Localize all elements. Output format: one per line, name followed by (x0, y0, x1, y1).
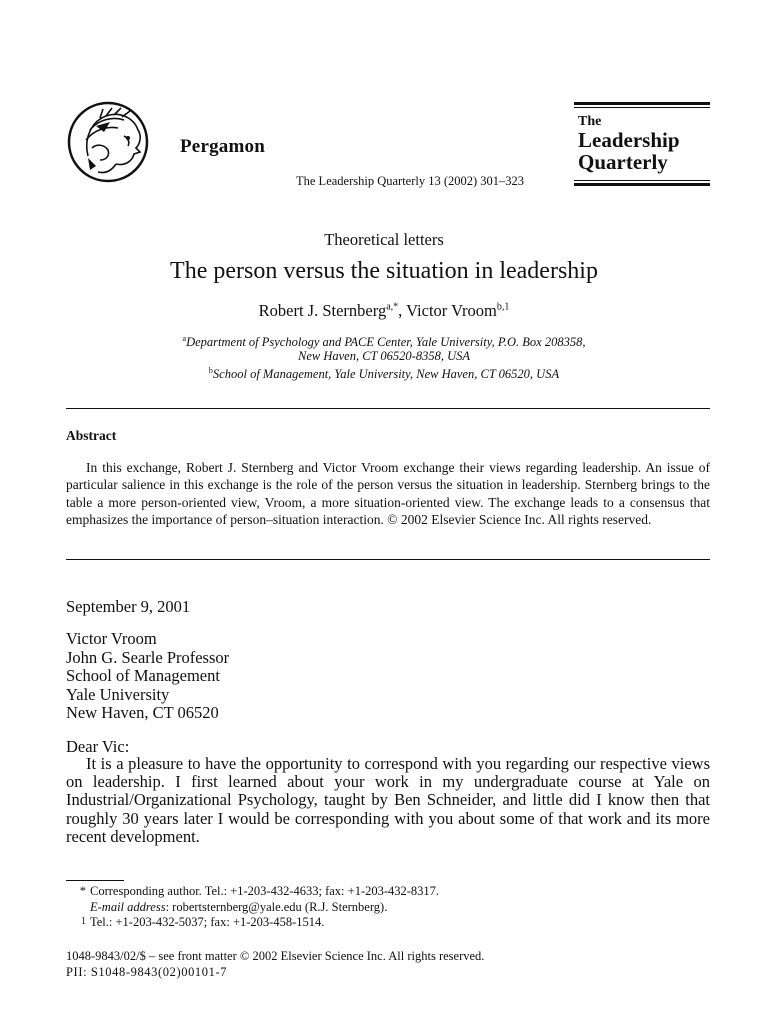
divider-bottom (66, 559, 710, 560)
affiliation-marker: a (182, 334, 187, 343)
address-line: School of Management (66, 666, 220, 685)
author-name: Victor Vroom (406, 301, 497, 320)
journal-logo (574, 102, 710, 188)
author-list: Robert J. Sternberg$^{a,*}$, Victor Vroom$^{b,1}$ (258, 301, 510, 320)
footnote-vroom (66, 915, 324, 930)
footnote-text: Corresponding author. Tel.: +1-203-432-4633; fax: +1-203-432-8317. (90, 884, 440, 898)
footnote-rule (66, 880, 124, 881)
footnote-text: : robertsternberg@yale.edu (R.J. Sternberg). (165, 900, 388, 914)
letter-date: September 9, 2001 (66, 597, 191, 616)
author-superscript: a,* (386, 301, 399, 313)
article-title: The person versus the situation in leadership (170, 258, 598, 284)
section-label: Theoretical letters (324, 230, 444, 249)
footnote-text: Tel.: +1-203-432-5037; fax: +1-203-458-1514. (90, 915, 325, 929)
affiliation-a-line2: New Haven, CT 06520-8358, USA (298, 349, 470, 363)
affiliation-marker: b (208, 366, 213, 375)
publisher-emblem-logo (66, 100, 176, 184)
address-line: Yale University (66, 684, 170, 704)
address-line: Victor Vroom (66, 629, 157, 648)
abstract-paragraph: In this exchange, Robert J. Sternberg and Victor Vroom exchange their views regarding leadership. An issue of particular salience in this exchange is the role of the person versus the situation in leadership. Sternberg brings to the table a more person-oriented view, Vroom, a more situation-oriented view. The exchange leads to a consensus that emphasizes the importance of person–situation interaction. © 2002 Elsevier Science Inc. All rights reserved. (66, 460, 710, 527)
address-line: New Haven, CT 06520 (66, 703, 219, 722)
abstract-heading: Abstract (66, 428, 117, 443)
journal-logo-the: The (578, 114, 602, 129)
address-line: John G. Searle Professor (66, 647, 230, 667)
footnote-mark: * (79, 884, 86, 898)
affiliation-a (0, 334, 768, 350)
pii-line: PII: S1048-9843(02)00101-7 (66, 965, 228, 979)
issn-line: 1048-9843/02/$ – see front matter © 2002 Elsevier Science Inc. All rights reserved. (66, 949, 485, 963)
letter-paragraph: It is a pleasure to have the opportunity to correspond with you regarding our respective views on leadership. I first learned about your work in my undergraduate course at Yale on Industrial/Organizational Psychology, taught by Ben Schneider, and little did I know then that roughly 30 years later I would be corresponding with you about some of that work and its more recent development. (66, 754, 710, 846)
publisher-name: Pergamon (180, 136, 265, 157)
author-superscript: b,1 (496, 301, 510, 313)
author-name: Robert J. Sternberg (258, 301, 387, 320)
recipient-address (66, 630, 229, 723)
affiliation-b (0, 366, 768, 382)
letter-salutation: Dear Vic: (66, 737, 130, 756)
footnote-label: E-mail address (90, 900, 166, 914)
journal-logo-quarterly: Quarterly (578, 150, 668, 174)
journal-citation: The Leadership Quarterly 13 (2002) 301–323 (296, 174, 525, 188)
footnote-email (66, 900, 387, 915)
abstract-body (66, 459, 710, 528)
logo-rule-top-thin (574, 107, 710, 108)
footnote-corresponding (66, 884, 439, 899)
logo-rule-top (574, 102, 710, 105)
letter-body (66, 755, 710, 846)
logo-rule-bottom (574, 183, 710, 186)
footnote-mark: 1 (81, 916, 86, 927)
affiliation-text: Department of Psychology and PACE Center, Yale University, P.O. Box 208358, (186, 335, 586, 350)
logo-rule-bottom-thin (574, 180, 710, 181)
affiliation-text: School of Management, Yale University, New Haven, CT 06520, USA (212, 367, 560, 382)
divider-top (66, 408, 710, 409)
journal-logo-leadership: Leadership (578, 128, 680, 152)
